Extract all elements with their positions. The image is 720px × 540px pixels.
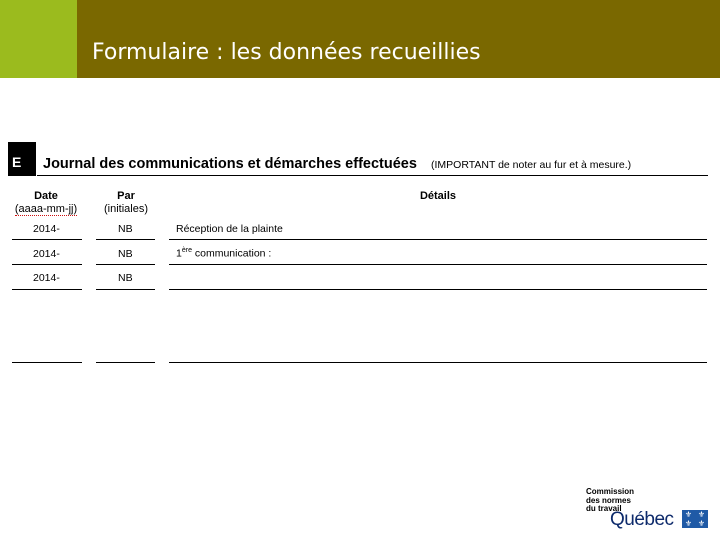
row-3-date-rule <box>12 289 82 290</box>
fleur-de-lis-icon: ⚜ <box>684 519 693 528</box>
column-header-details <box>400 190 476 203</box>
fleur-de-lis-icon: ⚜ <box>697 510 706 519</box>
row-2-details-text: communication : <box>191 247 272 260</box>
row-2-date-rule <box>12 264 82 265</box>
row-2-details-ordinal: ère <box>181 247 192 254</box>
fleur-de-lis-icon: ⚜ <box>684 510 693 519</box>
row-1-details-rule <box>169 239 707 240</box>
logo-organization-line-1: Commission <box>586 487 635 496</box>
column-header-par-label: Par <box>117 190 135 202</box>
row-4-par-rule <box>96 362 155 363</box>
row-3-par: NB <box>118 272 133 284</box>
column-header-par-sub: (initiales) <box>103 202 148 215</box>
row-1-date-rule <box>12 239 82 240</box>
row-1-par-rule <box>96 239 155 240</box>
quebec-wordmark: Québec <box>610 509 674 530</box>
column-header-par <box>96 190 156 215</box>
section-title: Journal des communications et démarches effectuées <box>43 156 417 172</box>
column-header-date <box>14 190 78 215</box>
row-2-date: 2014- <box>33 248 60 260</box>
column-header-details-label: Détails <box>419 190 457 202</box>
header-accent-block <box>0 0 77 78</box>
slide-title: Formulaire : les données recueillies <box>92 40 481 65</box>
row-2-par-rule <box>96 264 155 265</box>
row-3-par-rule <box>96 289 155 290</box>
fleur-de-lis-icon: ⚜ <box>697 519 706 528</box>
row-4-details-rule <box>169 362 707 363</box>
row-2-details <box>176 247 271 260</box>
section-title-rule <box>37 175 708 176</box>
row-2-details-number: 1 <box>176 247 182 260</box>
row-3-date: 2014- <box>33 272 60 284</box>
quebec-flag-icon <box>682 510 708 528</box>
section-note: (IMPORTANT de noter au fur et à mesure.) <box>431 159 632 171</box>
column-header-date-label: Date <box>34 190 58 202</box>
row-2-par: NB <box>118 248 133 260</box>
row-1-details: Réception de la plainte <box>176 223 283 235</box>
header-bar <box>77 0 720 78</box>
logo-organization-line-3: du travail <box>586 504 622 513</box>
row-1-date: 2014- <box>33 223 60 235</box>
row-2-details-rule <box>169 264 707 265</box>
logo-organization-line-2: des normes <box>586 495 631 505</box>
section-letter-badge: E <box>8 142 36 176</box>
row-4-date-rule <box>12 362 82 363</box>
row-3-details-rule <box>169 289 707 290</box>
column-header-date-format: (aaaa-mm-jj) <box>14 202 78 215</box>
row-1-par: NB <box>118 223 133 235</box>
